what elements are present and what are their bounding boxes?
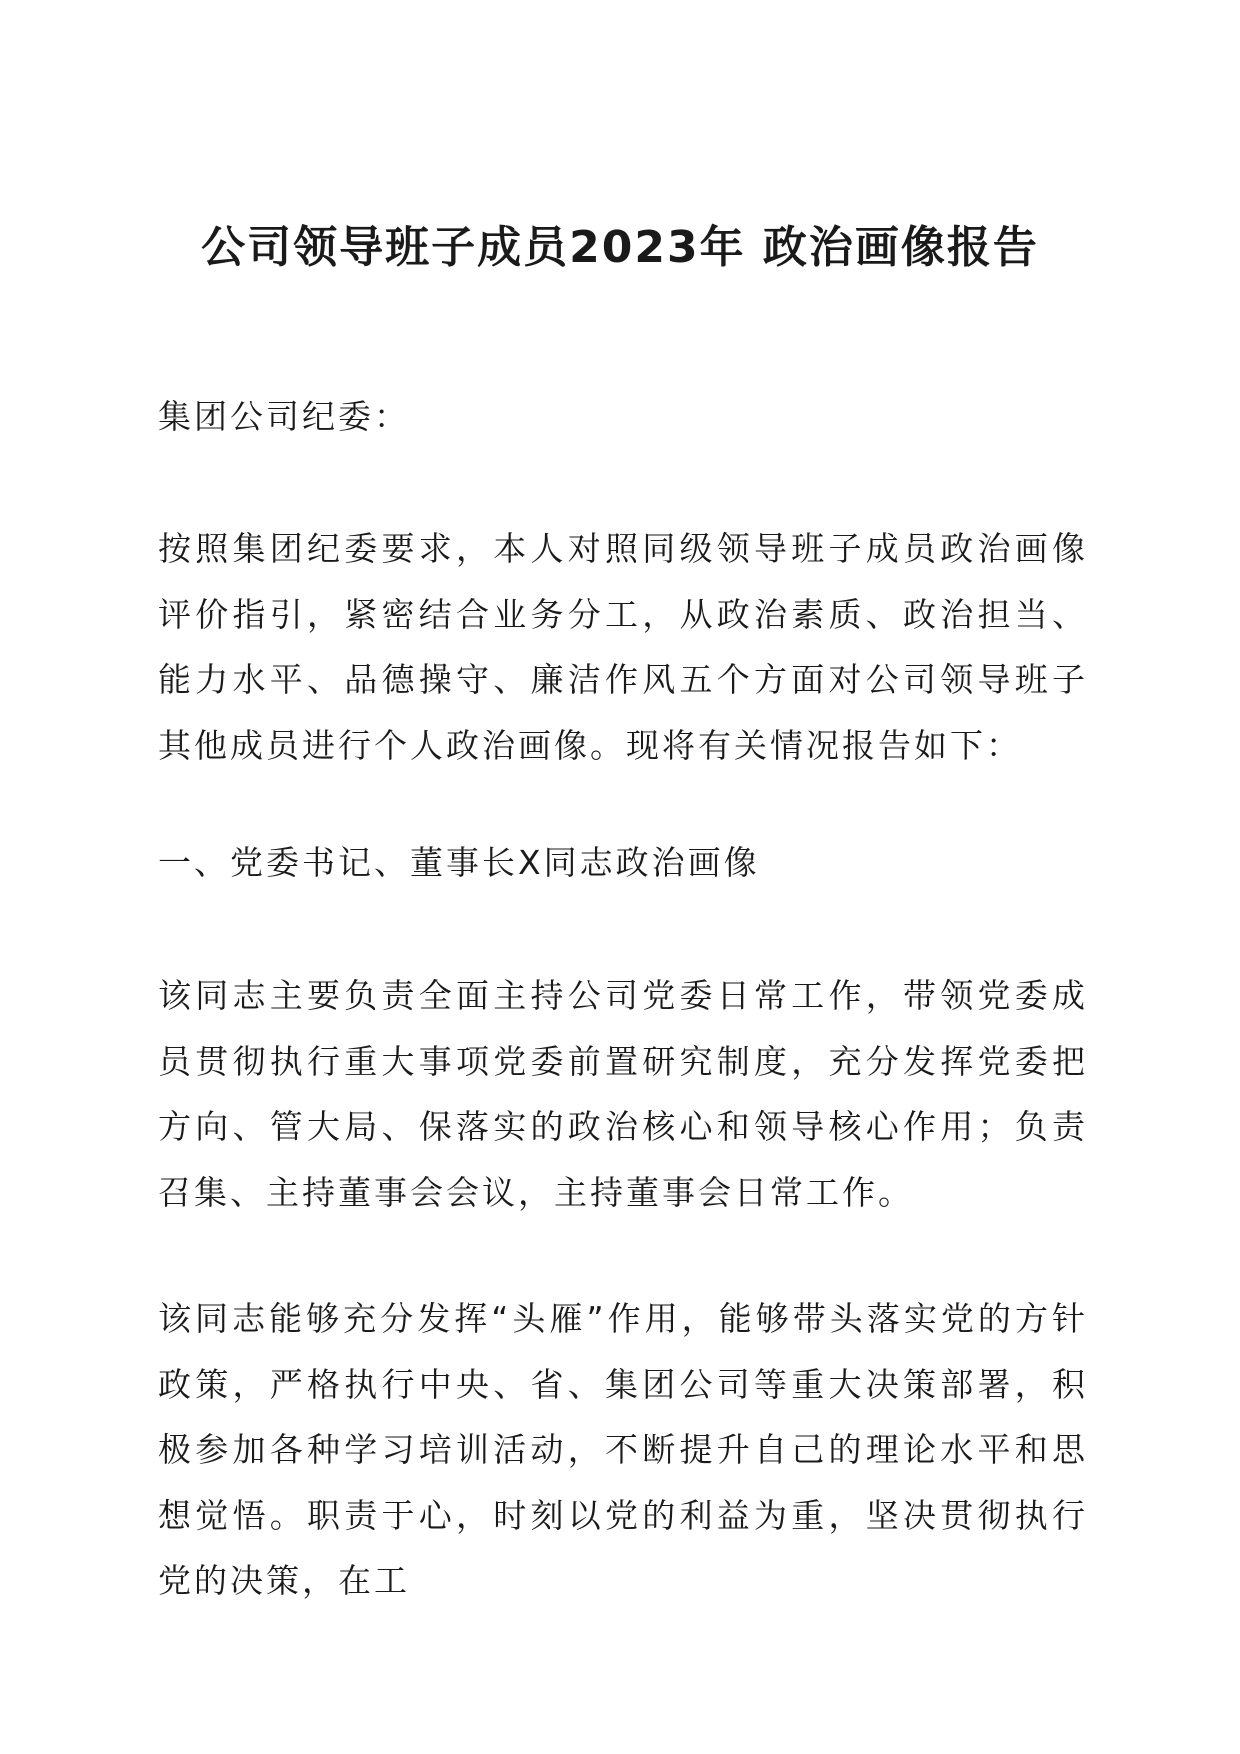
document-title: 公司领导班子成员2023年 政治画像报告 (201, 222, 1039, 273)
section-heading: 一、党委书记、董事长X同志政治画像 (158, 843, 760, 882)
paragraph-duties: 该同志主要负责全面主持公司党委日常工作，带领党委成员贯彻执行重大事项党委前置研究制度，充分发挥党委把方向、管大局、保落实的政治核心和领导核心作用；负责召集、主持董事会会议，主持董事会日常工作。 (158, 976, 1088, 1212)
paragraph-evaluation: 该同志能够充分发挥“头雁”作用，能够带头落实党的方针政策，严格执行中央、省、集团公司等重大决策部署，积极参加各种学习培训活动，不断提升自己的理论水平和思想觉悟。职责于心，时刻以党的利益为重，坚决贯彻执行党的决策，在工 (158, 1299, 1088, 1600)
paragraph-intro: 按照集团纪委要求，本人对照同级领导班子成员政治画像评价指引，紧密结合业务分工，从政治素质、政治担当、能力水平、品德操守、廉洁作风五个方面对公司领导班子其他成员进行个人政治画像。现将有关情况报告如下： (158, 529, 1088, 765)
salutation: 集团公司纪委： (158, 397, 410, 436)
